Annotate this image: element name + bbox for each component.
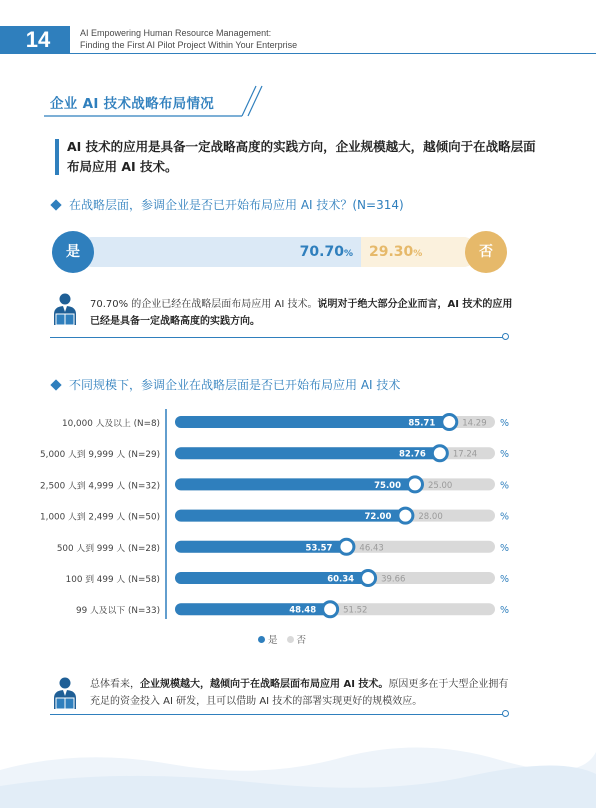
bar-no-value: 28.00 xyxy=(418,512,443,523)
bar-unit: % xyxy=(500,542,510,554)
bar-yes-knob xyxy=(408,477,423,492)
note-2-rule-end xyxy=(502,710,509,717)
legend-yes-label: 是 xyxy=(268,635,278,646)
diamond-bullet-icon xyxy=(50,199,61,210)
bar-yes-value: 60.34 xyxy=(327,574,355,585)
page-number: 14 xyxy=(0,26,70,54)
bar-yes-knob xyxy=(442,415,457,430)
running-header-line2: Finding the First AI Pilot Project Within Your Enterprise xyxy=(80,39,298,50)
footer-wave xyxy=(0,730,596,808)
key-statement-bar xyxy=(55,139,59,175)
note-1-bold: 说明对于绝大部分企业而言，AI 技术的应用已经是具备一定战略高度的实践方向。 xyxy=(90,299,513,327)
bar-yes-value: 48.48 xyxy=(289,605,317,616)
yes-value xyxy=(78,244,353,260)
bar-yes-knob xyxy=(398,508,413,523)
section-title: 企业 AI 技术战略布局情况 xyxy=(50,96,215,112)
bar-yes-value: 53.57 xyxy=(305,543,333,554)
bar-yes-knob xyxy=(323,602,338,617)
note-2 xyxy=(90,676,515,710)
bar-no-value: 46.43 xyxy=(359,543,384,554)
running-header-line1: AI Empowering Human Resource Management: xyxy=(80,28,272,38)
bar-yes-knob xyxy=(361,571,376,586)
note-2-rule xyxy=(50,714,508,715)
note-1-rule-end xyxy=(502,333,509,340)
bar-unit: % xyxy=(500,605,510,617)
bar-no-value: 51.52 xyxy=(343,605,368,616)
note-2-bold: 企业规模越大，越倾向于在战略层面布局应用 AI 技术。 xyxy=(140,679,389,690)
bar-unit: % xyxy=(500,511,510,523)
question-1-title: 在战略层面，参调企业是否已开始布局应用 AI 技术？(N=314) xyxy=(69,198,404,212)
note-1-rule xyxy=(50,337,508,338)
chart-legend xyxy=(258,632,306,646)
category-label: 100 到 499 人 (N=58) xyxy=(65,575,160,585)
note-2-lead: 总体看来， xyxy=(90,679,140,690)
person-reading-icon xyxy=(50,676,80,710)
category-label: 2,500 人到 4,999 人 (N=32) xyxy=(40,481,160,492)
no-value-number: 29.30 xyxy=(369,244,414,260)
bar-unit: % xyxy=(500,418,510,429)
category-label: 1,000 人到 2,499 人 (N=50) xyxy=(40,512,160,523)
person-reading-icon xyxy=(50,292,80,326)
size-breakdown-chart xyxy=(0,405,596,625)
note-1 xyxy=(90,296,515,330)
bar-no-value: 14.29 xyxy=(462,418,487,429)
bar-yes-knob xyxy=(339,539,354,554)
yes-value-unit: % xyxy=(343,249,353,259)
bar-unit: % xyxy=(500,480,510,492)
no-value xyxy=(369,244,422,260)
bar-yes-value: 85.71 xyxy=(408,418,436,429)
category-label: 500 人到 999 人 (N=28) xyxy=(56,543,160,554)
bar-no-value: 17.24 xyxy=(452,449,478,460)
note-2-rest: 原因更多在于大型企业拥有充足的资金投入 AI 研发，且可以借助 AI 技术的部署实现更好的规模效应。 xyxy=(90,679,509,707)
bar-unit: % xyxy=(500,449,510,461)
bar-unit: % xyxy=(500,574,510,585)
bar-yes-value: 72.00 xyxy=(364,512,392,523)
no-circle: 否 xyxy=(465,231,507,273)
category-label: 5,000 人到 9,999 人 (N=29) xyxy=(40,450,160,461)
bar-yes-value: 82.76 xyxy=(398,449,426,460)
yes-value-number: 70.70 xyxy=(299,244,344,260)
category-label: 10,000 人及以上 (N=8) xyxy=(62,419,160,429)
legend-yes-swatch xyxy=(258,636,265,643)
bar-yes-value: 75.00 xyxy=(374,480,401,491)
yes-circle: 是 xyxy=(52,231,94,273)
question-2-title: 不同规模下，参调企业在战略层面是否已开始布局应用 AI 技术 xyxy=(69,378,401,392)
diamond-bullet-icon xyxy=(50,379,61,390)
question-2-heading xyxy=(52,376,400,393)
bar-no-value: 25.00 xyxy=(428,480,453,491)
key-statement: AI 技术的应用是具备一定战略高度的实践方向，企业规模越大，越倾向于在战略层面布局应用 AI 技术。 xyxy=(67,139,536,174)
header-rule xyxy=(70,53,596,54)
no-value-unit: % xyxy=(413,249,423,259)
note-1-plain: 70.70% 的企业已经在战略层面布局应用 AI 技术。 xyxy=(90,299,318,310)
question-1-heading xyxy=(52,196,404,213)
legend-no-swatch xyxy=(287,636,294,643)
running-header xyxy=(80,28,297,51)
legend-no-label: 否 xyxy=(296,635,307,646)
bar-yes-knob xyxy=(432,446,447,461)
category-label: 99 人及以下 (N=33) xyxy=(76,606,160,617)
bar-no-value: 39.66 xyxy=(381,574,406,585)
